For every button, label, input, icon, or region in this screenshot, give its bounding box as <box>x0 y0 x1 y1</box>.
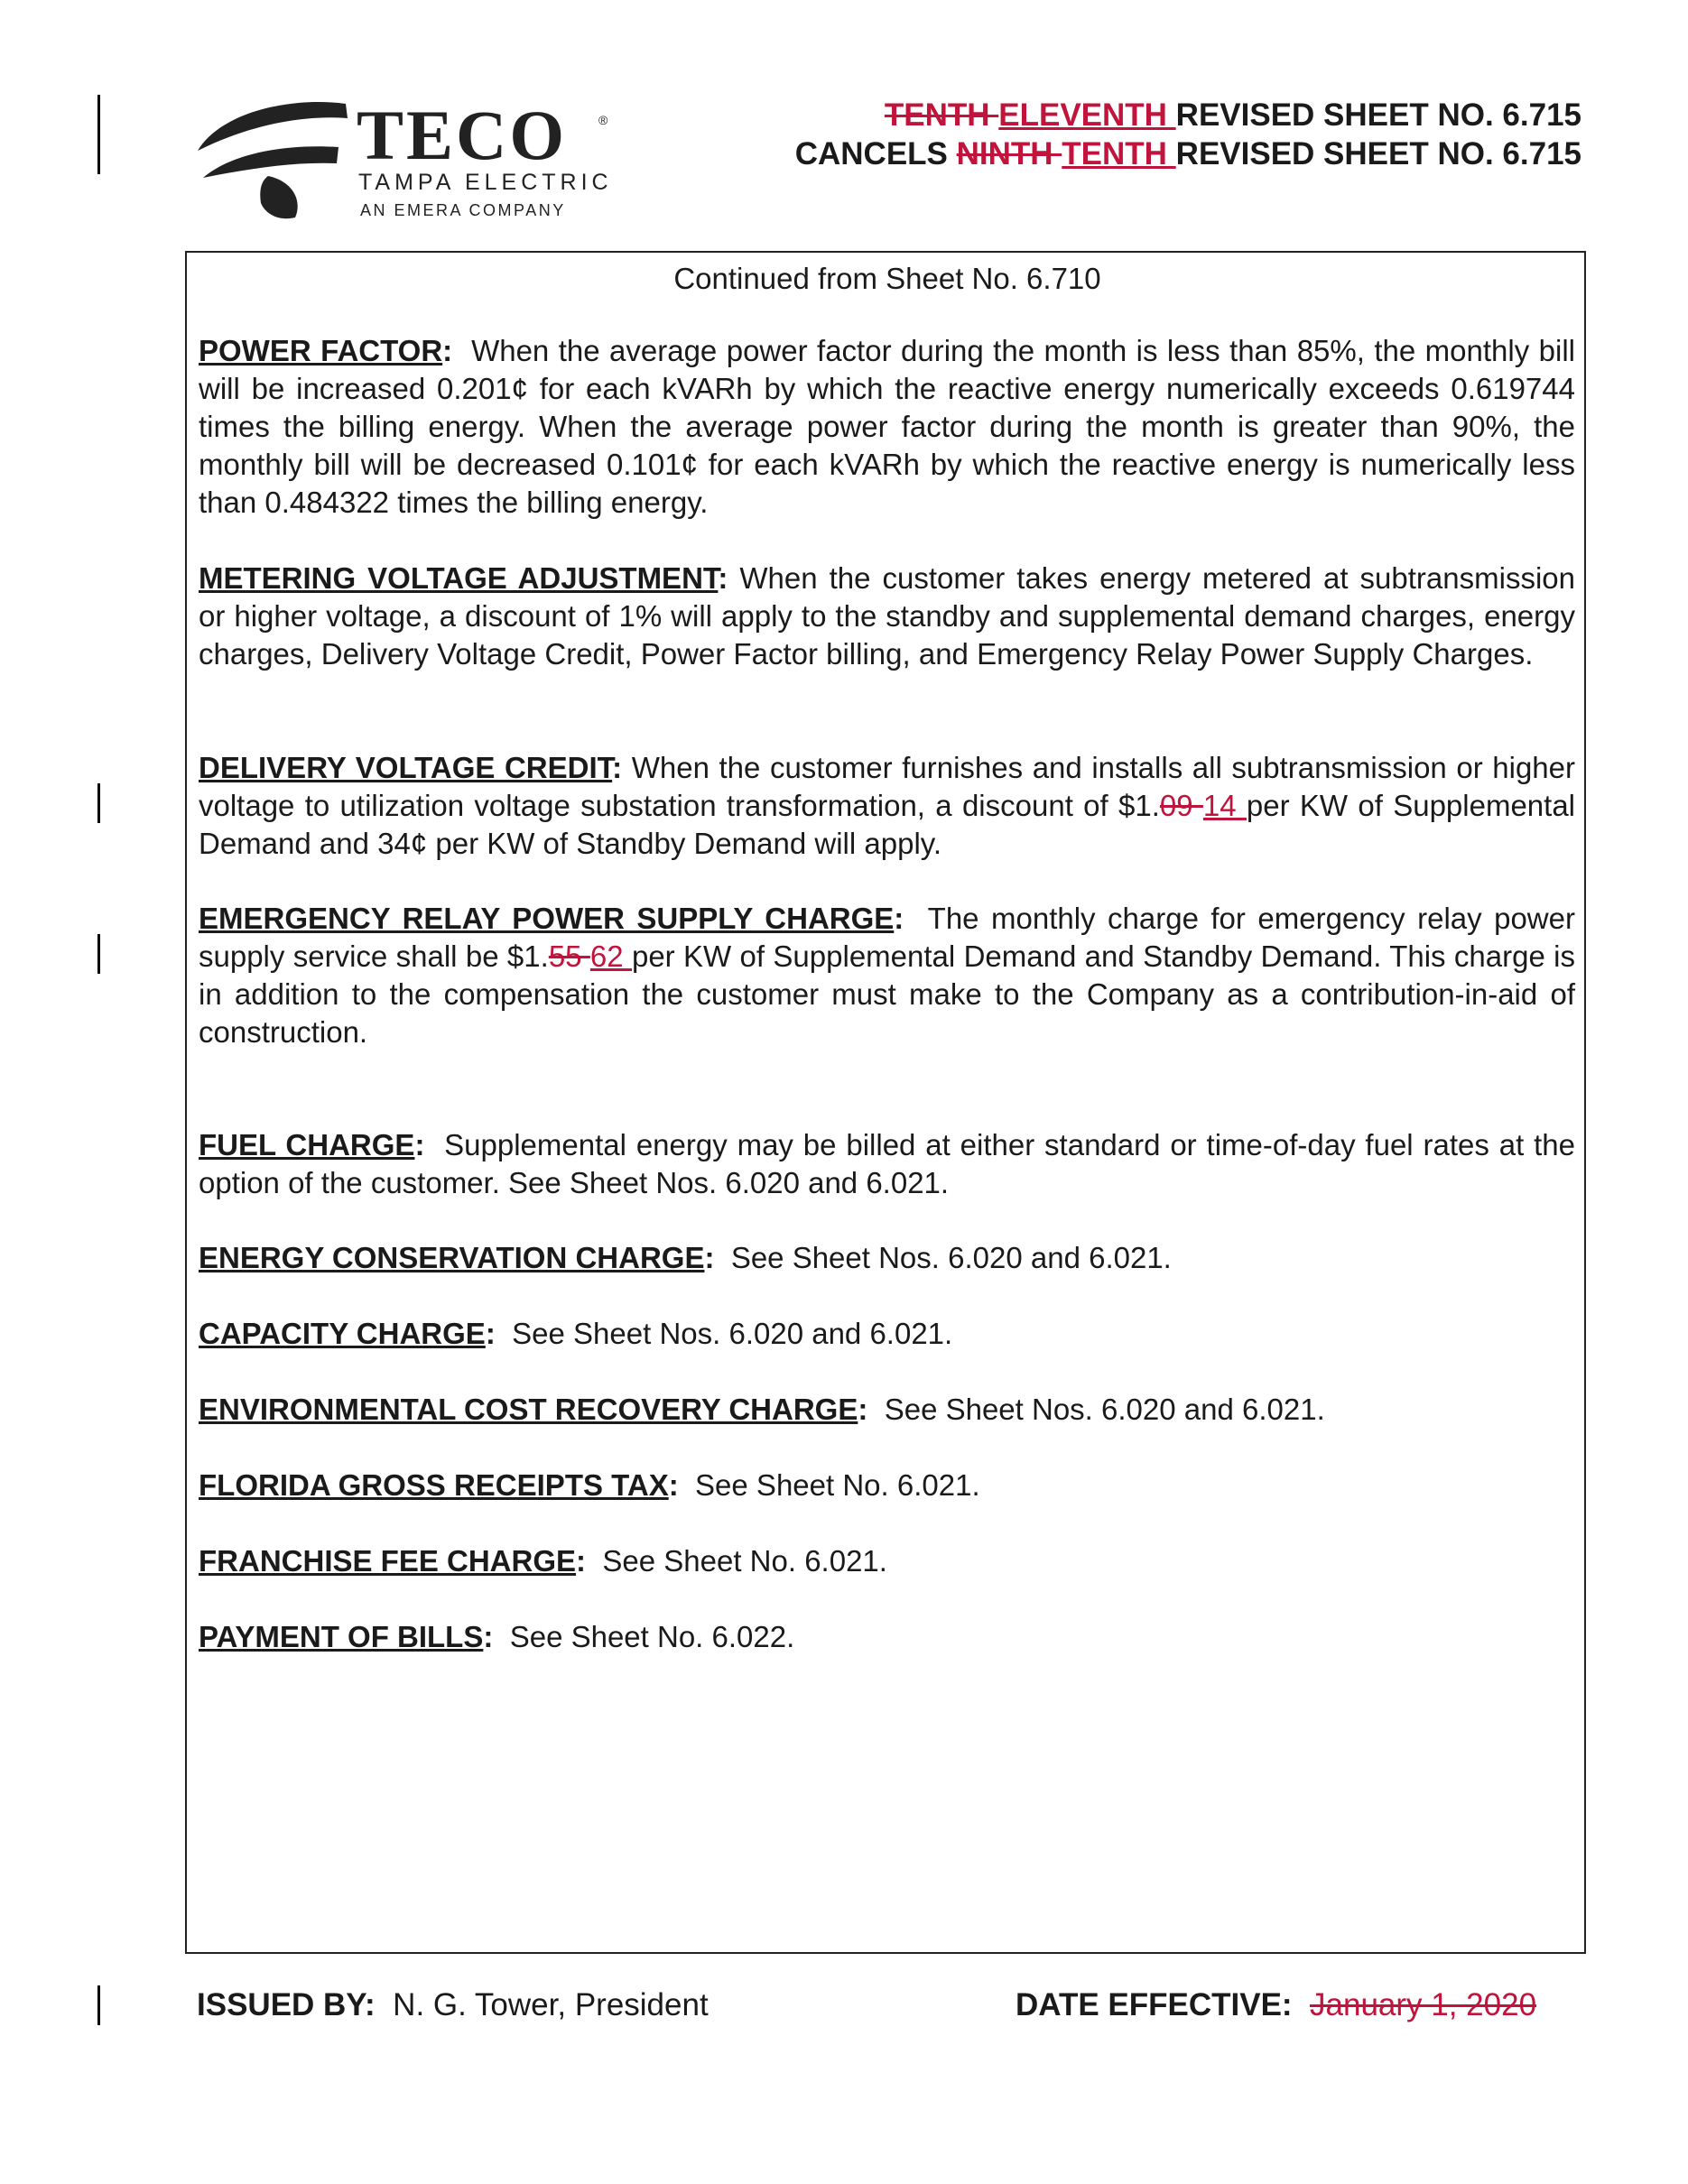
section-text: See Sheet No. 6.021. <box>602 1544 887 1578</box>
section-text: When the average power factor during the month is less than 85%, the monthly bill will be increased 0.201¢ for each kVARh by which the reactive energy numerically exceeds 0.619744 times the billing energy. When the average power factor during the month is greater than 90%, the monthly bill will be decreased 0.101¢ for each kVARh by which the reactive energy is numerically less than 0.484322 times the billing energy. <box>199 334 1575 519</box>
section-text: per KW of Supplemental Demand and Standby Demand. This charge is in addition to the compensation the customer must make to the Company as a contribution-in-aid of construction. <box>199 939 1576 1049</box>
capacity-charge-section: CAPACITY CHARGE: See Sheet Nos. 6.020 and 6.021. <box>199 1317 953 1350</box>
section-heading: POWER FACTOR <box>199 334 443 367</box>
logo-registered-mark: ® <box>598 113 608 127</box>
section-text: See Sheet Nos. 6.020 and 6.021. <box>730 1241 1172 1274</box>
section-heading: ENERGY CONSERVATION CHARGE <box>199 1241 705 1274</box>
section-heading: DELIVERY VOLTAGE CREDIT <box>199 751 613 784</box>
section-heading: CAPACITY CHARGE <box>199 1317 486 1350</box>
section-heading: EMERGENCY RELAY POWER SUPPLY CHARGE <box>199 902 895 935</box>
deleted-text: 55 <box>548 939 590 973</box>
change-bar <box>97 1985 100 2025</box>
section-heading: ENVIRONMENTAL COST RECOVERY CHARGE <box>199 1393 858 1426</box>
franchise-fee-section: FRANCHISE FEE CHARGE: See Sheet No. 6.021. <box>199 1544 887 1578</box>
gross-receipts-tax-section: FLORIDA GROSS RECEIPTS TAX: See Sheet No. 6.021. <box>199 1468 980 1502</box>
section-heading: METERING VOLTAGE ADJUSTMENT <box>199 561 719 595</box>
section-heading: FLORIDA GROSS RECEIPTS TAX <box>199 1468 669 1502</box>
date-effective <box>1016 1987 1536 2023</box>
change-bar <box>97 95 100 174</box>
fuel-charge-section: FUEL CHARGE: Supplemental energy may be billed at either standard or time-of-day fuel rates at the option of the customer. See Sheet Nos. 6.020 and 6.021. <box>199 1128 1575 1199</box>
section-text: When the customer takes energy metered at subtransmission or higher voltage, a discount of 1% will apply to the standby and supplemental demand charges, energy charges, Delivery Voltage Credit, Power Factor billing, and Emergency Relay Power Supply Charges. <box>199 561 1575 671</box>
deleted-text: 09 <box>1159 789 1203 822</box>
section-text: See Sheet Nos. 6.020 and 6.021. <box>884 1393 1325 1426</box>
section-heading: FRANCHISE FEE CHARGE <box>199 1544 577 1578</box>
inserted-text: ELEVENTH <box>998 97 1176 133</box>
deleted-text: NINTH <box>956 136 1062 171</box>
section-text: See Sheet Nos. 6.020 and 6.021. <box>512 1317 953 1350</box>
continued-note: Continued from Sheet No. 6.710 <box>673 262 1101 295</box>
inserted-text: 14 <box>1202 789 1247 822</box>
power-factor-section: POWER FACTOR: When the average power factor during the month is less than 85%, the monthly bill will be increased 0.201¢ for each kVARh by which the reactive energy numerically exceeds 0.619744 times the billing energy. When the average power factor during the month is greater than 90%, the monthly bill will be decreased 0.101¢ for each kVARh by which the reactive energy is numerically less than 0.484322 times the billing energy. <box>199 334 1575 519</box>
deleted-text: TENTH <box>884 97 999 133</box>
logo-wordmark: TECO <box>357 96 568 174</box>
emergency-relay-section: EMERGENCY RELAY POWER SUPPLY CHARGE: The monthly charge for emergency relay power supply service shall be $1.55 62 per KW of Supplemental Demand and Standby Demand. This charge is in addition to the compensation the customer must make to the Company as a contribution-in-aid of construction. <box>199 902 1576 1049</box>
sheet-number-text: REVISED SHEET NO. 6.715 <box>1175 97 1581 133</box>
issued-by-label: ISSUED BY: <box>197 1987 376 2022</box>
issued-by <box>197 1987 709 2023</box>
cancels-prefix: CANCELS <box>794 136 957 171</box>
section-text: The monthly charge for emergency relay power supply service shall be $1. <box>199 902 1575 973</box>
section-heading: PAYMENT OF BILLS <box>199 1620 484 1653</box>
sheet-header <box>795 96 1581 173</box>
payment-of-bills-section: PAYMENT OF BILLS: See Sheet No. 6.022. <box>199 1620 795 1653</box>
issued-by-value: N. G. Tower, President <box>393 1987 709 2022</box>
cancels-sheet-text: REVISED SHEET NO. 6.715 <box>1175 136 1581 171</box>
teco-swoosh-icon <box>194 95 352 221</box>
change-bar <box>97 934 100 974</box>
energy-conservation-section: ENERGY CONSERVATION CHARGE: See Sheet Nos. 6.020 and 6.021. <box>199 1241 1172 1274</box>
delivery-voltage-section: DELIVERY VOLTAGE CREDIT: When the customer furnishes and installs all subtransmission or higher voltage to utilization voltage substation transformation, a discount of $1.09 14 per KW of Supplemental Demand and 34¢ per KW of Standby Demand will apply. <box>199 751 1576 860</box>
inserted-text: 62 <box>589 939 632 973</box>
logo-tagline: TAMPA ELECTRIC <box>358 170 613 195</box>
metering-voltage-section: METERING VOLTAGE ADJUSTMENT: When the customer takes energy metered at subtransmission or higher voltage, a discount of 1% will apply to the standby and supplemental demand charges, energy charges, Delivery Voltage Credit, Power Factor billing, and Emergency Relay Power Supply Charges. <box>199 561 1575 671</box>
cancels-line <box>795 134 1581 173</box>
logo-subtagline: AN EMERA COMPANY <box>360 201 566 219</box>
section-heading: FUEL CHARGE <box>199 1128 415 1161</box>
section-text: Supplemental energy may be billed at either standard or time-of-day fuel rates at the option of the customer. See Sheet Nos. 6.020 and 6.021. <box>199 1128 1575 1199</box>
section-text: When the customer furnishes and installs all subtransmission or higher voltage to utilization voltage substation transformation, a discount of $1. <box>199 751 1575 822</box>
environmental-cost-section: ENVIRONMENTAL COST RECOVERY CHARGE: See Sheet Nos. 6.020 and 6.021. <box>199 1393 1325 1426</box>
change-bar <box>97 783 100 823</box>
tariff-content-box <box>185 251 1586 1954</box>
sheet-number-line <box>795 96 1581 134</box>
section-text: See Sheet No. 6.022. <box>509 1620 795 1653</box>
date-effective-label: DATE EFFECTIVE: <box>1016 1987 1293 2022</box>
section-text: per KW of Supplemental Demand and 34¢ per KW of Standby Demand will apply. <box>199 789 1576 860</box>
inserted-text: TENTH <box>1062 136 1176 171</box>
section-text: See Sheet No. 6.021. <box>695 1468 980 1502</box>
teco-logo <box>194 95 663 221</box>
date-effective-deleted: January 1, 2020 <box>1310 1987 1537 2022</box>
